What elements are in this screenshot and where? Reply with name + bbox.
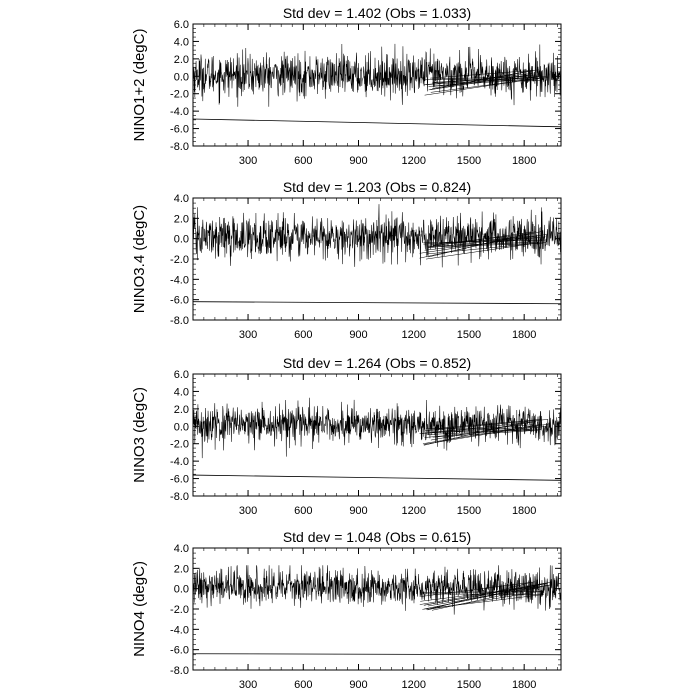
y-tick-label: -6.0 xyxy=(170,644,189,657)
y-tick-label: 4.0 xyxy=(173,36,189,49)
y-tick-label: -2.0 xyxy=(170,88,189,101)
y-tick-label: 2.0 xyxy=(173,53,189,66)
chart-title: Std dev = 1.402 (Obs = 1.033) xyxy=(282,5,472,21)
x-tick-label: 900 xyxy=(349,505,368,517)
x-tick-label: 1800 xyxy=(511,329,537,341)
trend-line xyxy=(193,654,561,655)
chart-title: Std dev = 1.264 (Obs = 0.852) xyxy=(282,355,472,371)
chart-panel-2 xyxy=(131,179,561,341)
y-tick-label: -4.0 xyxy=(170,624,189,637)
x-tick-label: 900 xyxy=(349,329,368,341)
x-tick-label: 1500 xyxy=(456,679,482,691)
x-tick-label: 1200 xyxy=(401,679,426,691)
x-tick-label: 300 xyxy=(238,155,258,167)
x-tick-label: 600 xyxy=(294,505,313,517)
trend-line xyxy=(193,119,561,127)
x-tick-label: 1800 xyxy=(511,679,537,691)
y-tick-label: -8.0 xyxy=(170,491,189,503)
y-tick-label: -2.0 xyxy=(170,438,189,451)
x-tick-label: 600 xyxy=(294,329,313,341)
y-axis-label: NINO1+2 (degC) xyxy=(131,28,148,142)
y-tick-label: 2.0 xyxy=(173,563,189,576)
x-tick-label: 1800 xyxy=(511,155,537,167)
y-tick-label: -8.0 xyxy=(170,315,189,327)
y-tick-label: -2.0 xyxy=(170,254,189,266)
y-tick-label: -4.0 xyxy=(170,274,189,287)
x-tick-label: 300 xyxy=(238,329,258,341)
y-tick-label: -8.0 xyxy=(170,665,189,677)
x-tick-label: 1500 xyxy=(456,155,482,167)
x-tick-label: 1200 xyxy=(401,155,426,167)
chart-panel-4 xyxy=(131,529,561,691)
x-tick-label: 300 xyxy=(238,679,258,691)
y-tick-label: -6.0 xyxy=(170,123,189,136)
y-tick-label: -4.0 xyxy=(170,106,189,119)
y-axis-label: NINO4 (degC) xyxy=(131,561,148,657)
y-tick-label: 4.0 xyxy=(173,543,189,555)
chart-title: Std dev = 1.048 (Obs = 0.615) xyxy=(282,529,472,545)
x-tick-label: 1800 xyxy=(511,505,537,517)
y-axis-label: NINO3 (degC) xyxy=(131,387,148,483)
y-tick-label: -6.0 xyxy=(170,473,189,486)
trend-line xyxy=(193,302,561,304)
x-tick-label: 1500 xyxy=(456,505,482,517)
x-tick-label: 300 xyxy=(238,505,258,517)
y-tick-label: 0.0 xyxy=(173,233,189,246)
y-tick-label: 4.0 xyxy=(173,193,189,205)
y-tick-label: 4.0 xyxy=(173,386,189,399)
x-tick-label: 1500 xyxy=(456,329,482,341)
x-tick-label: 900 xyxy=(349,155,368,167)
chart-panel-1 xyxy=(131,5,561,167)
y-tick-label: 0.0 xyxy=(173,583,189,596)
y-tick-label: 6.0 xyxy=(173,369,189,381)
y-tick-label: 0.0 xyxy=(173,421,189,434)
trend-line xyxy=(193,475,561,480)
y-tick-label: 2.0 xyxy=(173,213,189,226)
x-tick-label: 600 xyxy=(294,679,313,691)
x-tick-label: 1200 xyxy=(401,505,426,517)
chart-panel-3 xyxy=(131,355,561,517)
y-axis-label: NINO3.4 (degC) xyxy=(131,204,148,314)
y-tick-label: -2.0 xyxy=(170,604,189,616)
x-tick-label: 900 xyxy=(349,679,368,691)
y-tick-label: -4.0 xyxy=(170,456,189,469)
chart-title: Std dev = 1.203 (Obs = 0.824) xyxy=(282,179,472,195)
y-tick-label: -8.0 xyxy=(170,141,189,153)
data-series-line xyxy=(193,398,561,458)
x-tick-label: 1200 xyxy=(401,329,426,341)
y-tick-label: 2.0 xyxy=(173,403,189,416)
y-tick-label: -6.0 xyxy=(170,294,189,307)
y-tick-label: 6.0 xyxy=(173,19,189,31)
y-tick-label: 0.0 xyxy=(173,71,189,84)
x-tick-label: 600 xyxy=(294,155,313,167)
